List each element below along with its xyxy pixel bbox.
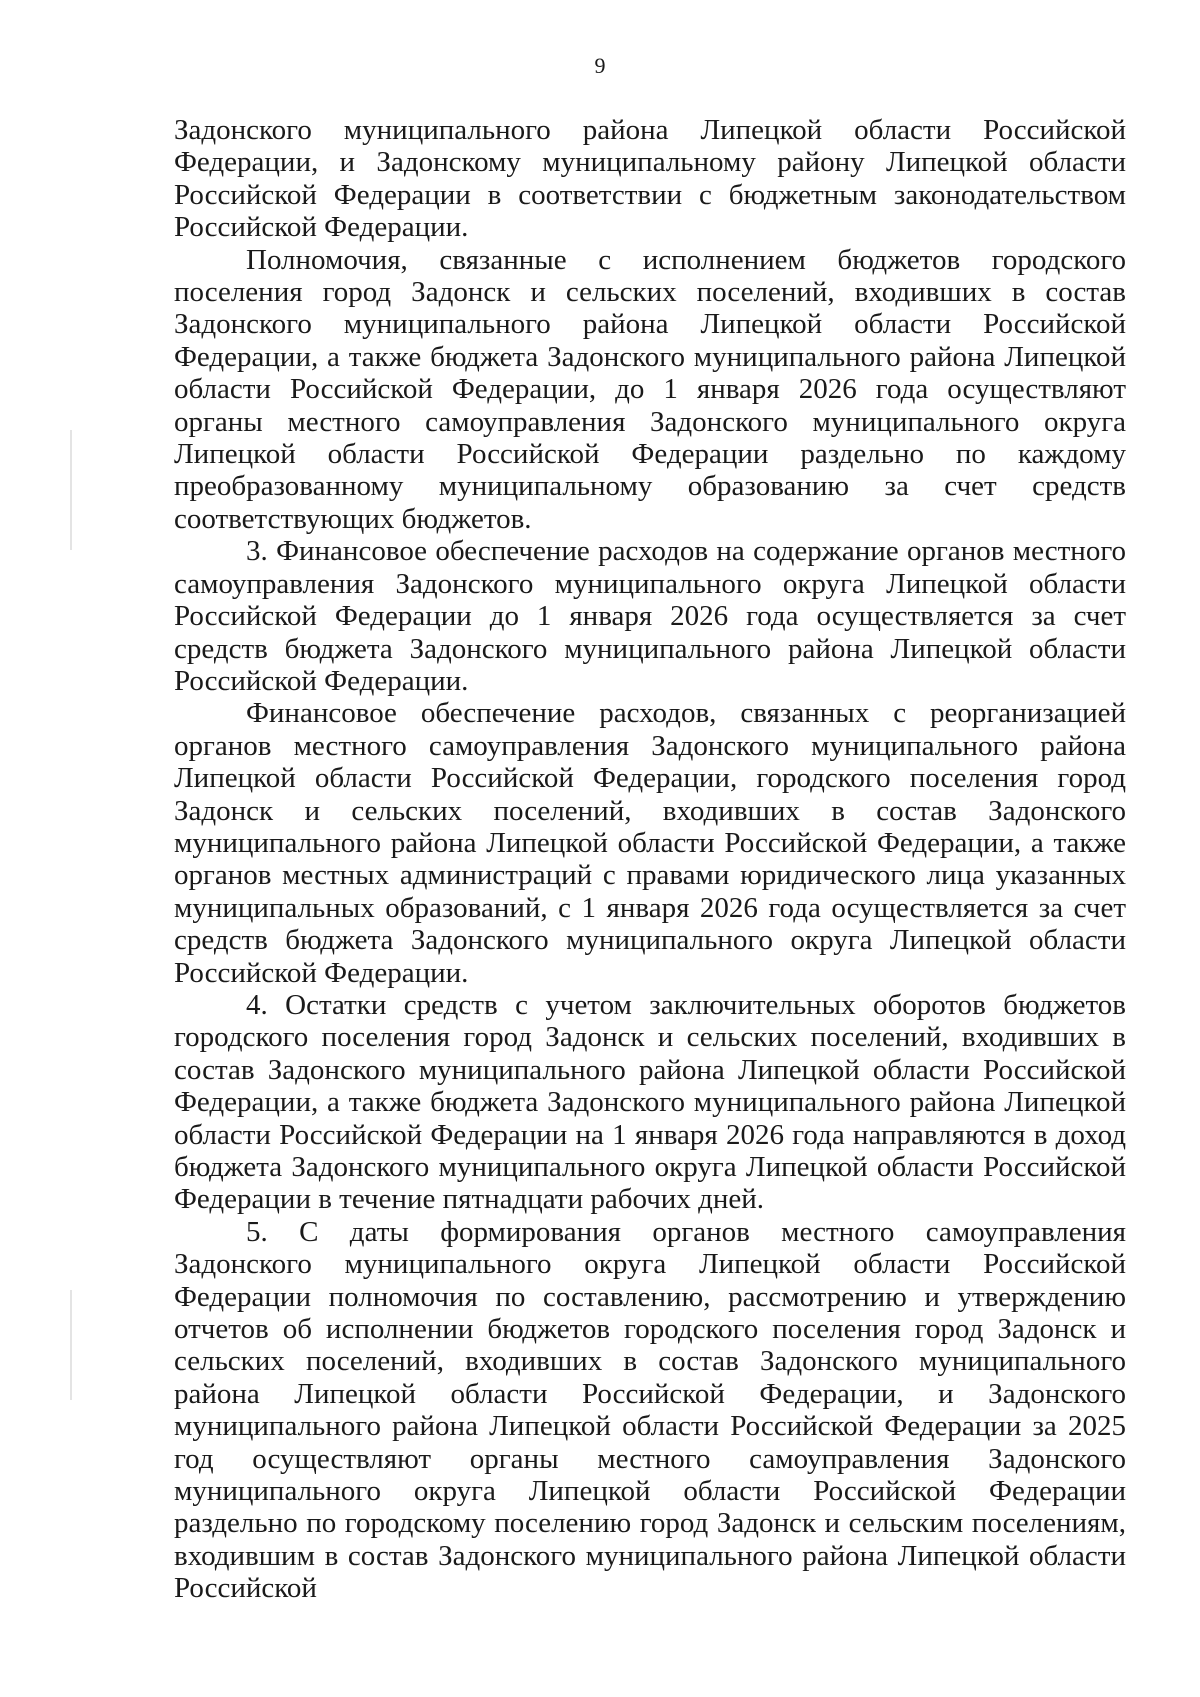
paragraph-continuation: Задонского муниципального района Липецкой области Российской Федерации, и Задонскому муниципальному району Липецкой области Российской Федерации в соответствии с бюджетным законодательством Российской Федерации. — [174, 114, 1126, 244]
paragraph-item-5: 5. С даты формирования органов местного самоуправления Задонского муниципального округа Липецкой области Российской Федерации полномочия по составлению, рассмотрению и утверждению отчетов об исполнении бюджетов городского поселения город Задонск и сельских поселений, входивших в состав Задонского муниципального района Липецкой области Российской Федерации, и Задонского муниципального района Липецкой области Российской Федерации за 2025 год осуществляют органы местного самоуправления Задонского муниципального округа Липецкой области Российской Федерации раздельно по городскому поселению город Задонск и сельским поселениям, входившим в состав Задонского муниципального района Липецкой области Российской — [174, 1215, 1126, 1605]
document-body — [174, 114, 1126, 1605]
scan-margin-mark — [70, 1290, 72, 1400]
paragraph-item-3: 3. Финансовое обеспечение расходов на содержание органов местного самоуправления Задонского муниципального округа Липецкой области Российской Федерации до 1 января 2026 года осуществляется за счет средств бюджета Задонского муниципального района Липецкой области Российской Федерации. — [174, 535, 1126, 697]
paragraph-budget-powers: Полномочия, связанные с исполнением бюджетов городского поселения город Задонск и сельских поселений, входивших в состав Задонского муниципального района Липецкой области Российской Федерации, а также бюджета Задонского муниципального района Липецкой области Российской Федерации, до 1 января 2026 года осуществляют органы местного самоуправления Задонского муниципального округа Липецкой области Российской Федерации раздельно по каждому преобразованному муниципальному образованию за счет средств соответствующих бюджетов. — [174, 243, 1126, 535]
paragraph-item-4: 4. Остатки средств с учетом заключительных оборотов бюджетов городского поселения город Задонск и сельских поселений, входивших в состав Задонского муниципального района Липецкой области Российской Федерации, а также бюджета Задонского муниципального района Липецкой области Российской Федерации на 1 января 2026 года направляются в доход бюджета Задонского муниципального округа Липецкой области Российской Федерации в течение пятнадцати рабочих дней. — [174, 988, 1126, 1216]
paragraph-reorganization-funding: Финансовое обеспечение расходов, связанных с реорганизацией органов местного самоуправления Задонского муниципального района Липецкой области Российской Федерации, городского поселения город Задонск и сельских поселений, входивших в состав Задонского муниципального района Липецкой области Российской Федерации, а также органов местных администраций с правами юридического лица указанных муниципальных образований, с 1 января 2026 года осуществляется за счет средств бюджета Задонского муниципального округа Липецкой области Российской Федерации. — [174, 697, 1126, 989]
scan-margin-mark — [70, 430, 72, 550]
page-number: 9 — [594, 53, 606, 78]
